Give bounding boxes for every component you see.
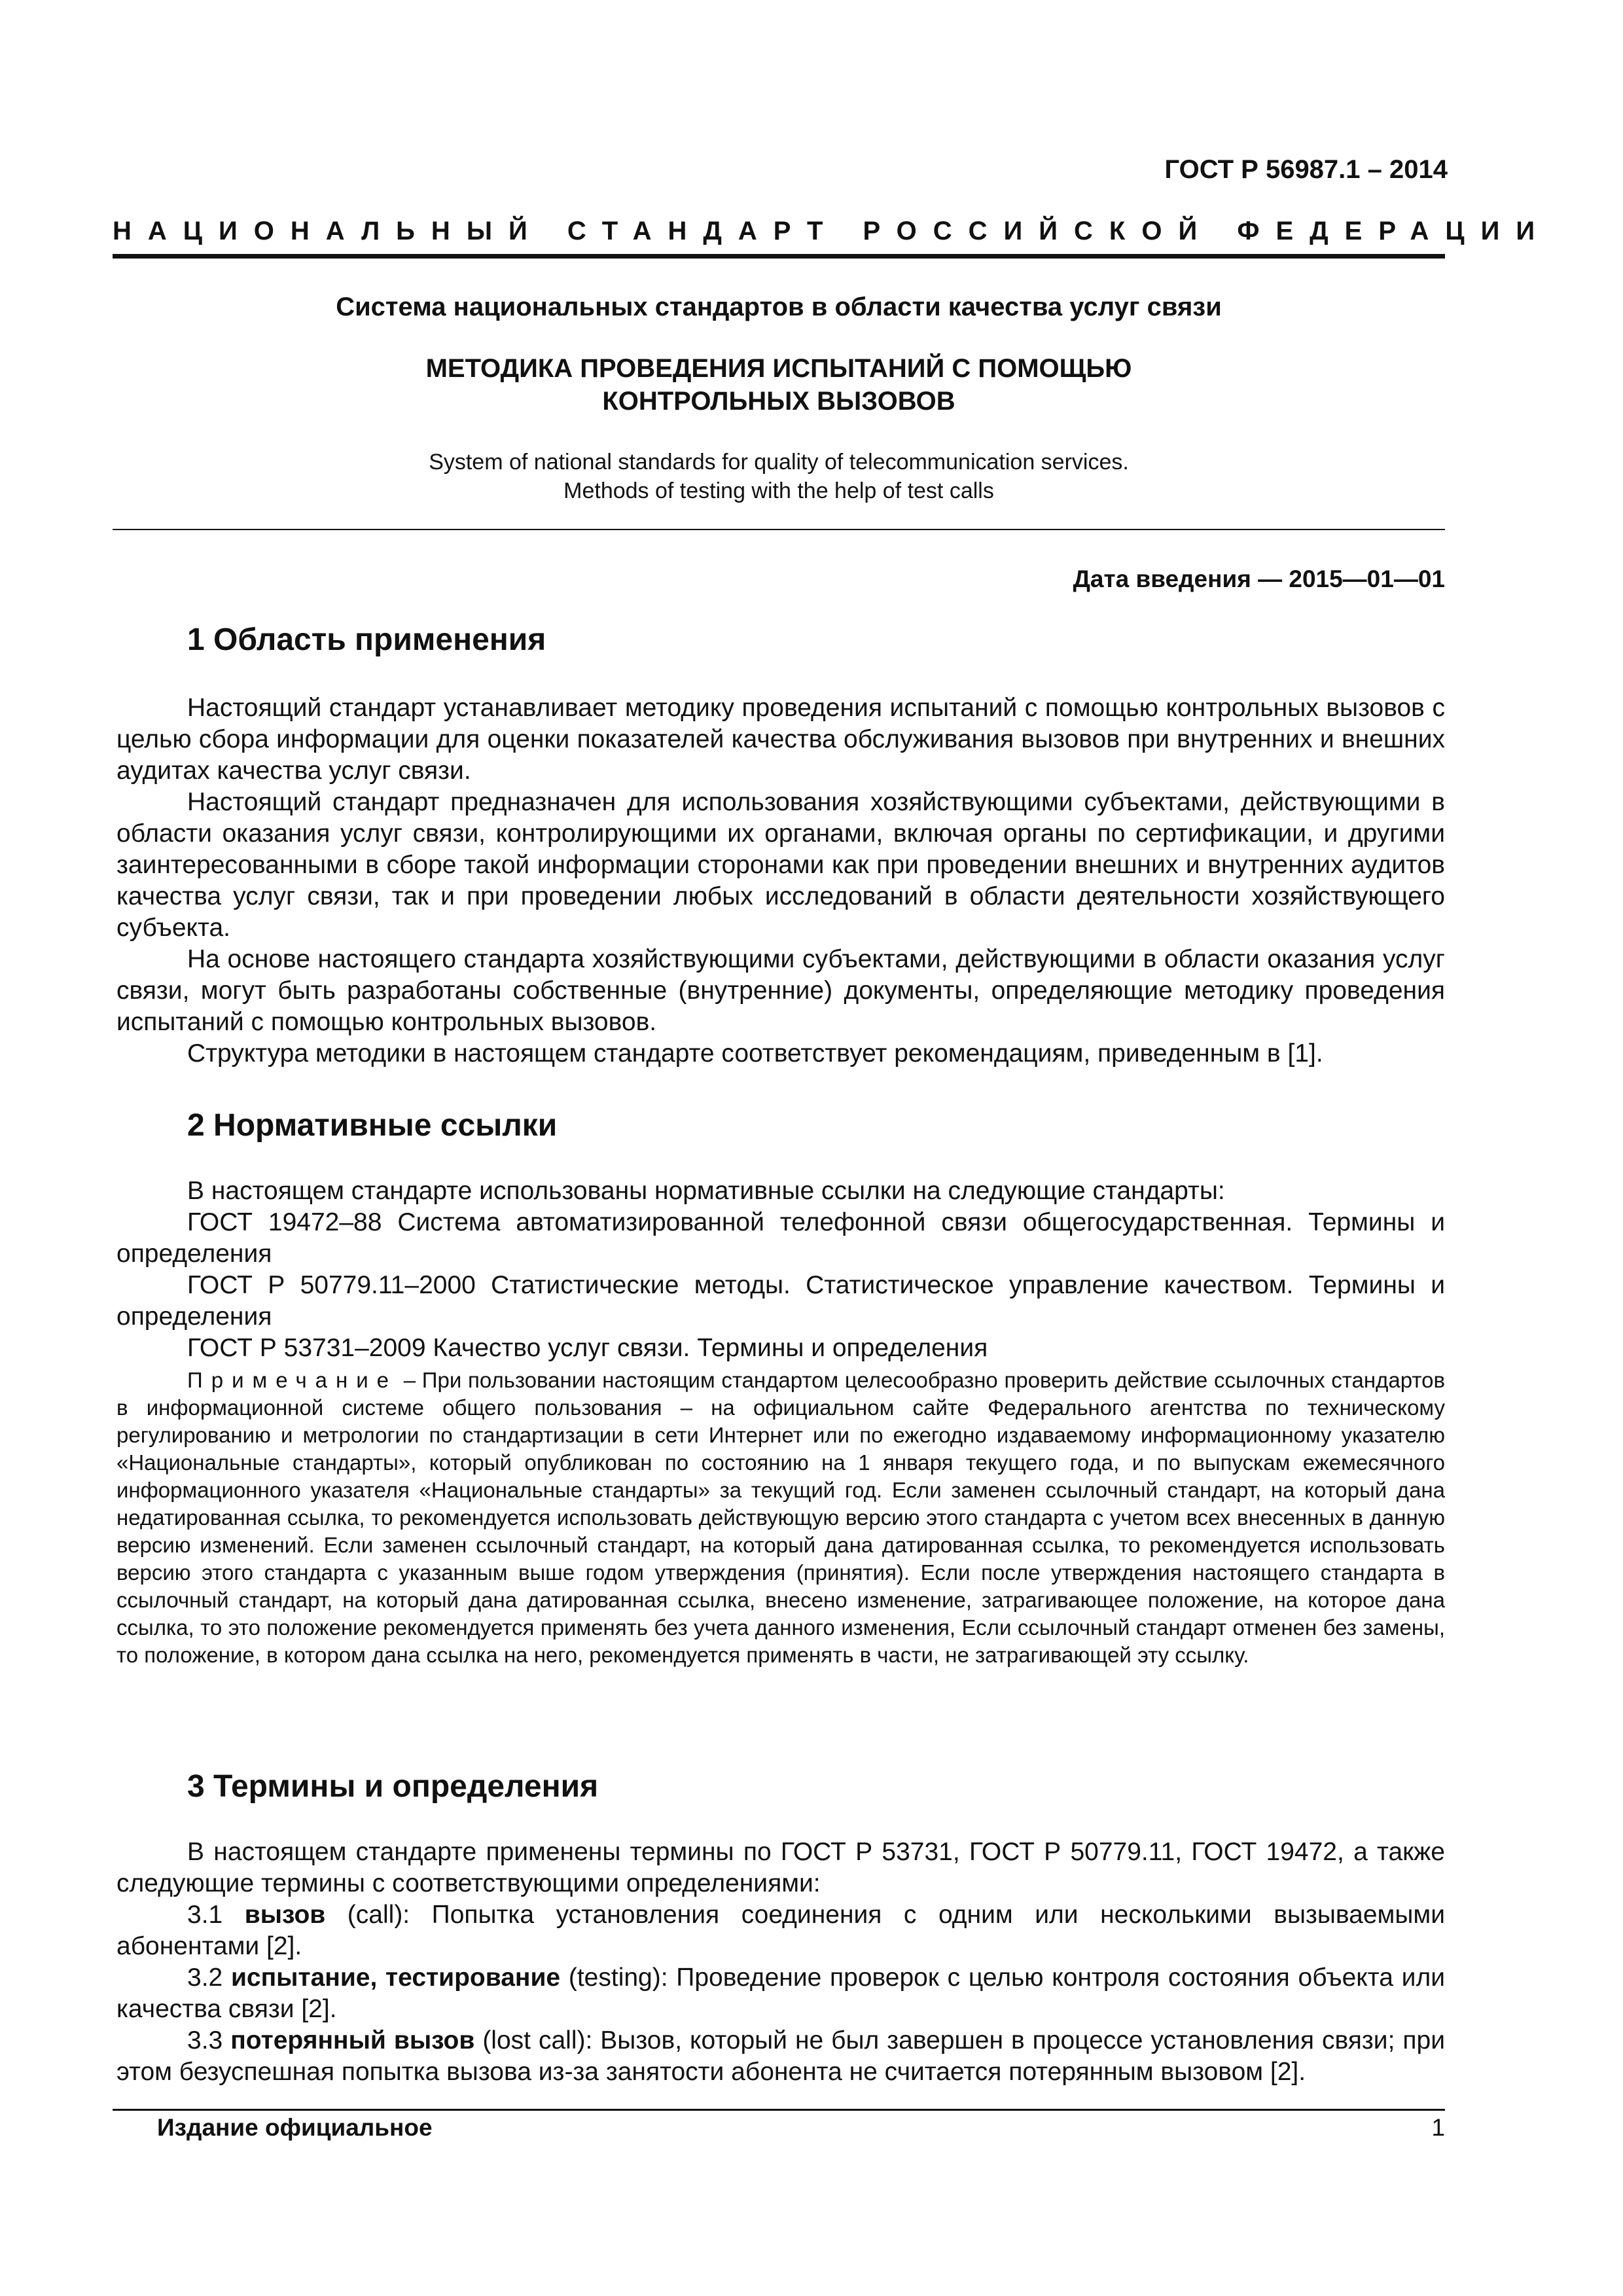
term-definition: (call): Попытка установления соединения с одним или несколькими вызываемыми абонентами [2]. bbox=[116, 1901, 1445, 1960]
section-3-heading: 3 Термины и определения bbox=[187, 1769, 599, 1804]
introduction-date: Дата введения — 2015—01—01 bbox=[1073, 565, 1445, 592]
normative-reference: ГОСТ 19472–88 Система автоматизированной телефонной связи общегосударственная. Термины и определения bbox=[116, 1208, 1445, 1268]
title-divider bbox=[113, 529, 1445, 530]
term-name: испытание, тестирование bbox=[230, 1964, 561, 1992]
normative-reference: ГОСТ Р 53731–2009 Качество услуг связи. Термины и определения bbox=[187, 1334, 988, 1362]
section-1-paragraph: Структура методики в настоящем стандарте соответствует рекомендациям, приведенным в [1]. bbox=[187, 1039, 1323, 1067]
section-1-paragraph: Настоящий стандарт предназначен для использования хозяйствующими субъектами, действующими в области оказания услуг связи, контролирующими их органами, включая органы по сертификации, и другими заинтересованными в сборе такой информации сторонами как при проведении внешних и внутренних аудитов качества услуг связи, так и при проведении любых исследований в области деятельности хозяйствующего субъекта. bbox=[116, 788, 1445, 942]
term-name: потерянный вызов bbox=[230, 2026, 475, 2054]
document-title-line-2: КОНТРОЛЬНЫХ ВЫЗОВОВ bbox=[602, 387, 955, 416]
normative-reference: В настоящем стандарте использованы нормативные ссылки на следующие стандарты: bbox=[187, 1177, 1225, 1205]
document-title bbox=[113, 352, 1445, 418]
term-definition: (testing): Проведение проверок с целью контроля состояния объекта или качества связи [2]. bbox=[116, 1964, 1445, 2023]
section-1-paragraph: Настоящий стандарт устанавливает методику проведения испытаний с помощью контрольных вызовов с целью сбора информации для оценки показателей качества обслуживания вызовов при внутренних и внешних аудитах качества услуг связи. bbox=[116, 694, 1445, 785]
section-2-body bbox=[116, 1175, 1445, 1364]
normative-reference: ГОСТ Р 50779.11–2000 Статистические методы. Статистическое управление качеством. Термины и определения bbox=[116, 1271, 1445, 1331]
document-title-line-1: МЕТОДИКА ПРОВЕДЕНИЯ ИСПЫТАНИЙ С ПОМОЩЬЮ bbox=[425, 354, 1132, 383]
header-divider bbox=[113, 254, 1445, 259]
term-entry: 3.2 испытание, тестирование (testing): Проведение проверок с целью контроля состояния объекта или качества связи [2]. bbox=[116, 1964, 1445, 2023]
term-entry: 3.3 потерянный вызов (lost call): Вызов, который не был завершен в процессе установления связи; при этом безуспешная попытка вызова из-за занятости абонента не считается потерянным вызовом [2]. bbox=[116, 2026, 1445, 2086]
footer-divider bbox=[113, 2109, 1445, 2111]
note-label: Примечание bbox=[187, 1368, 398, 1392]
section-3-intro: В настоящем стандарте применены термины по ГОСТ Р 53731, ГОСТ Р 50779.11, ГОСТ 19472, а также следующие термины с соответствующими определениями: bbox=[116, 1838, 1445, 1897]
section-1-paragraph: На основе настоящего стандарта хозяйствующими субъектами, действующими в области оказания услуг связи, могут быть разработаны собственные (внутренние) документы, определяющие методику проведения испытаний с помощью контрольных вызовов. bbox=[116, 945, 1445, 1036]
term-entry: 3.1 вызов (call): Попытка установления соединения с одним или несколькими вызываемыми абонентами [2]. bbox=[116, 1901, 1445, 1960]
standard-code: ГОСТ Р 56987.1 – 2014 bbox=[1164, 155, 1448, 184]
section-2-note bbox=[116, 1367, 1445, 1669]
term-name: вызов bbox=[244, 1901, 326, 1929]
english-title-line-1: System of national standards for quality of telecommunication services. bbox=[429, 450, 1129, 475]
section-2-heading: 2 Нормативные ссылки bbox=[187, 1108, 558, 1143]
section-1-body bbox=[116, 692, 1445, 1069]
national-standard-title: НАЦИОНАЛЬНЫЙ СТАНДАРТ РОССИЙСКОЙ ФЕДЕРАЦИИ bbox=[113, 217, 1552, 245]
section-1-heading: 1 Область применения bbox=[187, 622, 546, 657]
term-definition: (lost call): Вызов, который не был завершен в процессе установления связи; при этом безуспешная попытка вызова из-за занятости абонента не считается потерянным вызовом [2]. bbox=[116, 2026, 1445, 2086]
section-3-body bbox=[116, 1837, 1445, 2088]
page-number: 1 bbox=[1431, 2114, 1445, 2141]
note-text: – При пользовании настоящим стандартом целесообразно проверить действие ссылочных стандартов в информационной системе общего пользования – на официальном сайте Федерального агентства по техническому регулированию и метрологии по стандартизации в сети Интернет или по ежегодно издаваемому информационному указателю «Национальные стандарты», который опубликован по состоянию на 1 января текущего года, и по выпускам ежемесячного информационного указателя «Национальные стандарты» за текущий год. Если заменен ссылочный стандарт, на который дана недатированная ссылка, то рекомендуется использовать действующую версию этого стандарта с учетом всех внесенных в данную версию изменений. Если заменен ссылочный стандарт, на который дана датированная ссылка, то рекомендуется использовать версию этого стандарта с указанным выше годом утверждения (принятия). Если после утверждения настоящего стандарта в ссылочный стандарт, на который дана датированная ссылка, внесено изменение, затрагивающее положение, на которое дана ссылка, то это положение рекомендуется применять без учета данного изменения, Если ссылочный стандарт отменен без замены, то положение, в котором дана ссылка на него, рекомендуется применять в части, не затрагивающей эту ссылку. bbox=[116, 1368, 1445, 1667]
system-name: Система национальных стандартов в области качества услуг связи bbox=[336, 293, 1222, 321]
official-edition-label: Издание официальное bbox=[157, 2114, 433, 2141]
english-title bbox=[113, 448, 1445, 505]
english-title-line-2: Methods of testing with the help of test calls bbox=[563, 478, 994, 503]
